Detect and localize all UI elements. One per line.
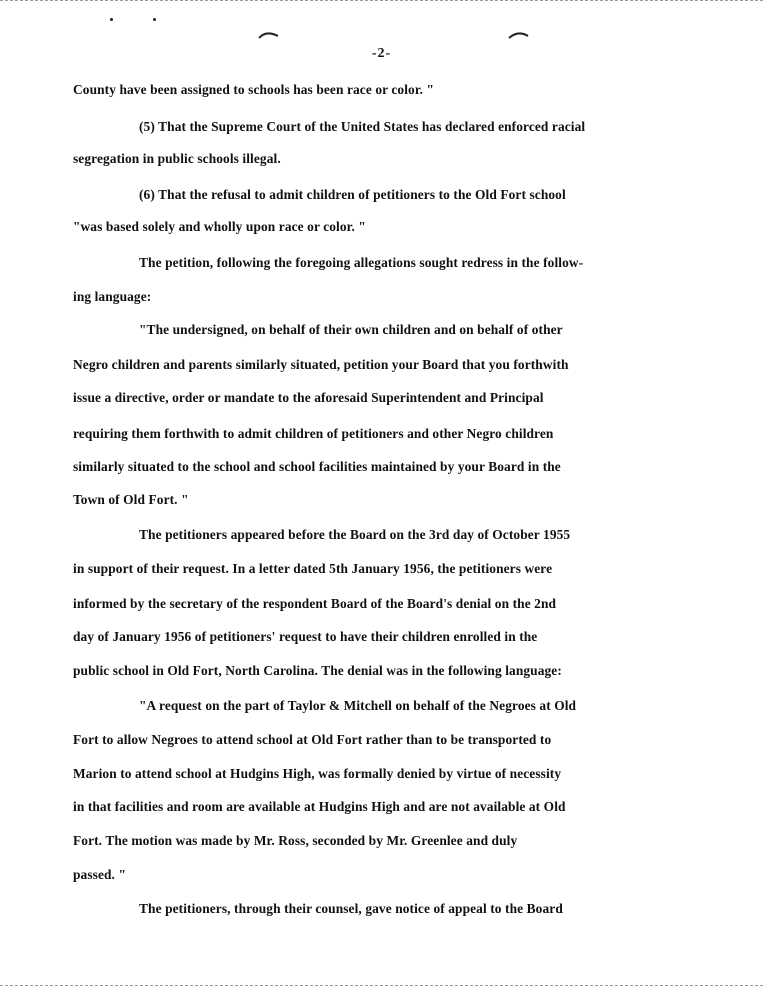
text-line: segregation in public schools illegal. bbox=[73, 151, 281, 166]
text-line: (5) That the Supreme Court of the United States has declared enforced racial bbox=[139, 119, 586, 134]
text-line: Fort. The motion was made by Mr. Ross, seconded by Mr. Greenlee and duly bbox=[73, 833, 518, 848]
text-line: The petitioners, through their counsel, gave notice of appeal to the Board bbox=[139, 901, 563, 916]
text-line: "was based solely and wholly upon race or color. " bbox=[73, 219, 366, 234]
text-line: The petitioners appeared before the Board on the 3rd day of October 1955 bbox=[139, 527, 571, 542]
text-line: "The undersigned, on behalf of their own children and on behalf of other bbox=[139, 322, 563, 337]
scan-speck bbox=[110, 18, 113, 21]
text-line: requiring them forthwith to admit children of petitioners and other Negro children bbox=[73, 426, 554, 441]
bottom-scan-edge bbox=[0, 985, 763, 986]
text-line: similarly situated to the school and school facilities maintained by your Board in the bbox=[73, 459, 561, 474]
text-line: in that facilities and room are available at Hudgins High and are not available at Old bbox=[73, 799, 566, 814]
text-line: informed by the secretary of the respondent Board of the Board's denial on the 2nd bbox=[73, 596, 557, 611]
text-line: Town of Old Fort. " bbox=[73, 492, 189, 507]
text-line: in support of their request. In a letter dated 5th January 1956, the petitioners were bbox=[73, 561, 553, 576]
text-line: issue a directive, order or mandate to the aforesaid Superintendent and Principal bbox=[73, 390, 544, 405]
text-line: County have been assigned to schools has been race or color. " bbox=[73, 82, 435, 97]
header-hook-mark-left bbox=[258, 30, 280, 40]
text-line: day of January 1956 of petitioners' request to have their children enrolled in the bbox=[73, 629, 538, 644]
page-number: -2- bbox=[371, 46, 392, 61]
text-line: public school in Old Fort, North Carolina. The denial was in the following language: bbox=[73, 663, 562, 678]
header-hook-mark-right bbox=[508, 30, 530, 40]
text-line: Fort to allow Negroes to attend school at Old Fort rather than to be transported to bbox=[73, 732, 552, 747]
text-line: (6) That the refusal to admit children of petitioners to the Old Fort school bbox=[139, 187, 566, 202]
text-line: ing language: bbox=[73, 289, 152, 304]
text-line: Negro children and parents similarly situated, petition your Board that you forthwith bbox=[73, 357, 569, 372]
text-line: The petition, following the foregoing allegations sought redress in the follow- bbox=[139, 255, 584, 270]
text-line: Marion to attend school at Hudgins High, was formally denied by virtue of necessity bbox=[73, 766, 562, 781]
text-line: "A request on the part of Taylor & Mitchell on behalf of the Negroes at Old bbox=[139, 698, 577, 713]
top-scan-edge bbox=[0, 0, 763, 1]
scan-speck bbox=[153, 18, 156, 21]
text-line: passed. " bbox=[73, 867, 126, 882]
